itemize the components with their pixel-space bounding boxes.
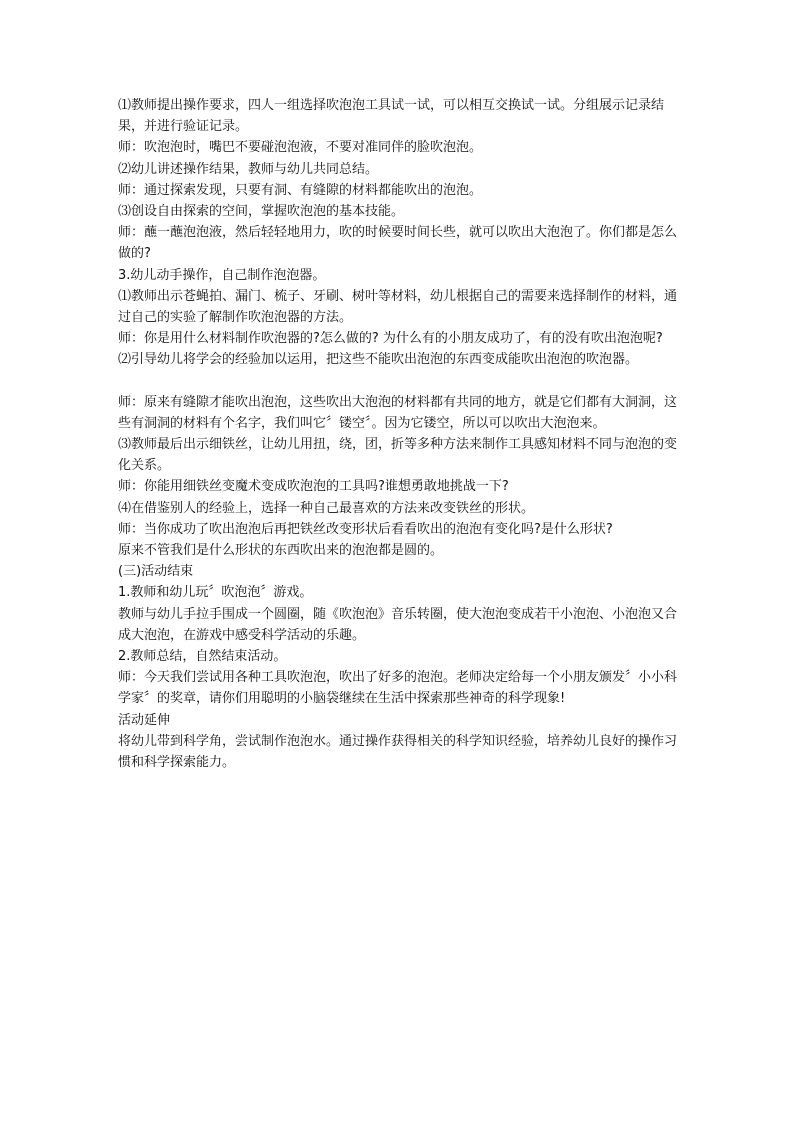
paragraph-step2: ⑵幼儿讲述操作结果，教师与幼儿共同总结。 <box>118 161 379 177</box>
paragraph-teacher-question: 师：你是用什么材料制作吹泡器的?怎么做的? 为什么有的小朋友成功了，有的没有吹出泡泡呢? <box>118 331 663 347</box>
paragraph-shape-question: 师：当你成功了吹出泡泡后再把铁丝改变形状后看看吹出的泡泡有变化吗?是什么形状? <box>118 521 613 537</box>
paragraph-extension: 将幼儿带到科学角，尝试制作泡泡水。通过操作获得相关的科学知识经验，培养幼儿良好的操作习惯和科学探索能力。 <box>118 733 678 771</box>
paragraph-teacher-summary: 师：通过探索发现，只要有洞、有缝隙的材料都能吹出的泡泡。 <box>118 182 483 198</box>
paragraph-teacher-technique: 师：蘸一蘸泡泡液，然后轻轻地用力，吹的时候要时间长些，就可以吹出大泡泡了。你们都是怎么做的? <box>118 225 678 262</box>
paragraph-wire-shape: ⑷在借鉴别人的经验上，选择一种自己最喜欢的方法来改变铁丝的形状。 <box>118 500 535 516</box>
paragraph-teacher-closing: 2.教师总结，自然结束活动。 <box>118 649 287 665</box>
paragraph-step3: ⑶创设自由探索的空间，掌握吹泡泡的基本技能。 <box>118 204 405 220</box>
paragraph-wire-challenge: 师：你能用细铁丝变魔术变成吹泡泡的工具吗?谁想勇敢地挑战一下? <box>118 479 509 495</box>
paragraph-teacher-tip: 师：吹泡泡时，嘴巴不要碰泡泡液，不要对准同伴的脸吹泡泡。 <box>118 140 483 156</box>
paragraph-game-title: 1.教师和幼儿玩〞吹泡泡〞游戏。 <box>118 585 313 601</box>
section-heading-extension: 活动延伸 <box>118 712 171 728</box>
paragraph-round-conclusion: 原来不管我们是什么形状的东西吹出来的泡泡都是圆的。 <box>118 543 444 559</box>
document-body <box>118 95 686 773</box>
paragraph-wire-step: ⑶教师最后出示细铁丝，让幼儿用扭，绕，团，折等多种方法来制作工具感知材料不同与泡泡的变化关系。 <box>118 437 678 474</box>
paragraph-hollow-explanation: 师：原来有缝隙才能吹出泡泡，这些吹出大泡泡的材料都有共同的地方，就是它们都有大洞洞，这些有洞洞的材料有个名字，我们叫它〞镂空〞。因为它镂空，所以可以吹出大泡泡来。 <box>118 394 678 431</box>
paragraph-group-step1: ⑴教师提出操作要求，四人一组选择吹泡泡工具试一试，可以相互交换试一试。分组展示记录结果，并进行验证记录。 <box>118 98 665 135</box>
blank-line <box>118 371 686 392</box>
section-heading-activity-end: (三)活动结束 <box>118 564 194 580</box>
paragraph-materials: ⑴教师出示苍蝇拍、漏门、梳子、牙刷、树叶等材料，幼儿根据自己的需要来选择制作的材料，通过自己的实验了解制作吹泡泡器的方法。 <box>118 288 678 326</box>
paragraph-closing-speech: 师：今天我们尝试用各种工具吹泡泡，吹出了好多的泡泡。老师决定给每一个小朋友颁发〞小小科学家〞的奖章，请你们用聪明的小脑袋继续在生活中探索那些神奇的科学现象! <box>118 670 678 707</box>
paragraph-game-description: 教师与幼儿手拉手围成一个圆圈，随《吹泡泡》音乐转圈，使大泡泡变成若干小泡泡、小泡泡又合成大泡泡，在游戏中感受科学活动的乐趣。 <box>118 606 678 643</box>
paragraph-apply-experience: ⑵引导幼儿将学会的经验加以运用，把这些不能吹出泡泡的东西变成能吹出泡泡的吹泡器。 <box>118 352 639 368</box>
section-heading-make-bubble-tool: 3.幼儿动手操作，自己制作泡泡器。 <box>118 267 326 283</box>
